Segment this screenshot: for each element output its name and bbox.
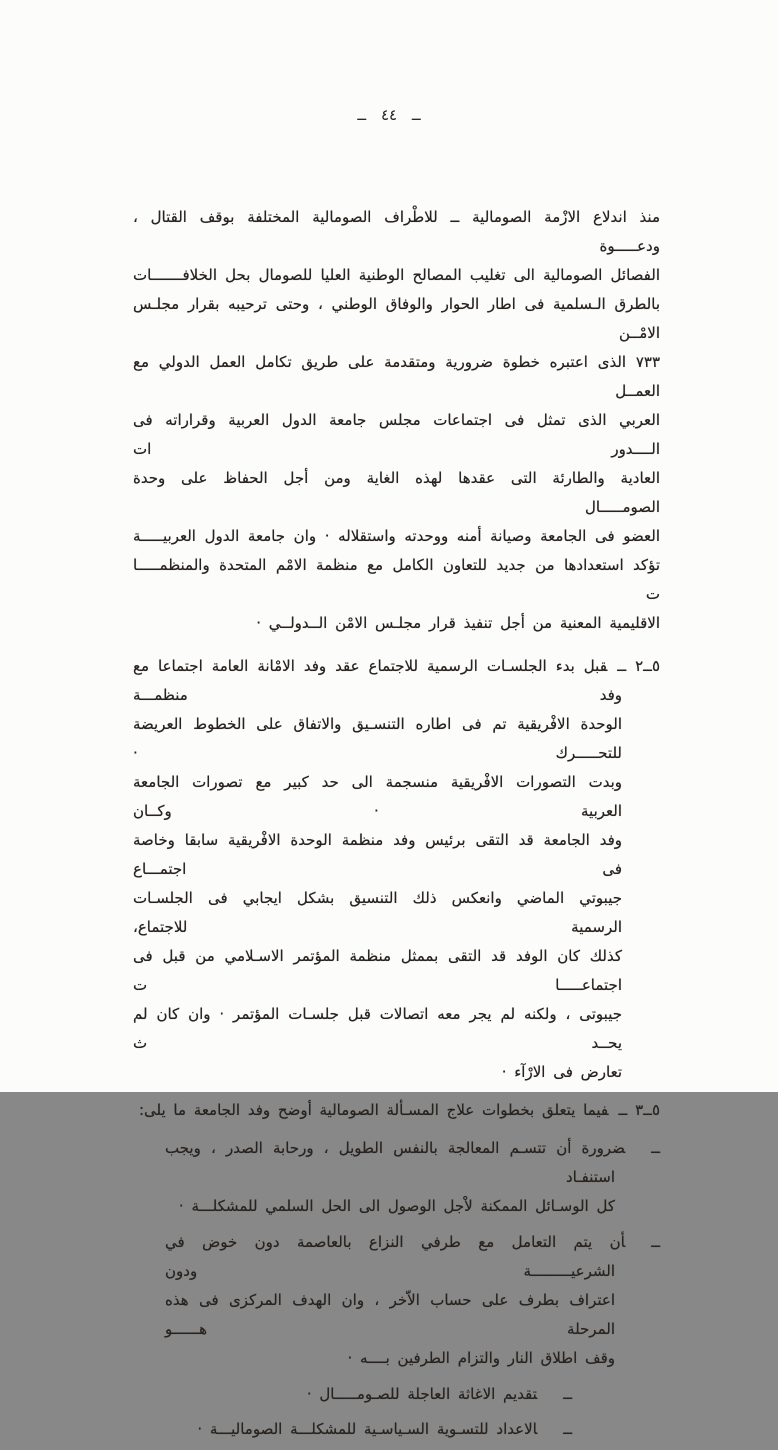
text-line-content: أن يتم التعامل مع طرفي النزاع بالعاصمة دون خوض في الشرعيـــــــــة ودون <box>165 1233 626 1280</box>
text-line: العضو فى الجامعة وصيانة أمنه ووحدته واستقلاله · وان جامعة الدول العربيـــــة <box>133 527 660 545</box>
text-line: وبدت التصورات الافْريقية منسجمة الى حد كبير مع تصورات الجامعة العربية · وكــان <box>133 773 622 820</box>
bullet-dash: ــ <box>563 1385 572 1403</box>
text-line: الاقليمية المعنية من أجل تنفيذ قرار مجلـس الامْن الــدولــي · <box>256 614 660 632</box>
text-line: كل الوسـائل الممكنة لاْجل الوصول الى الحل السلمي للمشكلـــة · <box>178 1197 615 1215</box>
text-line <box>133 652 660 710</box>
bullet-item <box>165 1134 660 1221</box>
text-line: الفصائل الصومالية الى تغليب المصالح الوطنية العليا للصومال بحل الخلافـــــــات <box>133 266 660 284</box>
paragraph-5-2 <box>133 652 660 1087</box>
text-line: منذ اندلاع الازْمة الصومالية ــ للاطْراف الصومالية المختلفة بوقف القتال ، ودعـــــوة <box>133 208 660 255</box>
paragraph-number: ٥ــ٢ ــ <box>617 657 660 675</box>
paragraph-number: ٥ــ٣ ــ <box>618 1101 660 1119</box>
text-line <box>165 1380 572 1409</box>
bullet-dash: ــ <box>563 1420 572 1438</box>
paragraph-continuation <box>133 203 660 638</box>
text-line: جيبوتي الماضي وانعكس ذلك التنسيق بشكل ايجابي فى الجلسـات الرسمية للاجتماع، <box>133 889 622 936</box>
text-line: وفد الجامعة قد التقى برئيس وفد منظمة الوحدة الافْريقية سابقا وخاصة فى اجتمـــاع <box>133 831 622 878</box>
page-number: ــ ٤٤ ــ <box>357 106 421 124</box>
bullet-item <box>165 1228 660 1373</box>
text-line <box>165 1228 660 1286</box>
text-line: بالطرق الـسلمية فى اطار الحوار والوفاق الوطني ، وحتى ترحيبه بقرار مجلـس الامْــن <box>133 295 660 342</box>
text-line-content: قبل بدء الجلسـات الرسمية للاجتماع عقد وفد الامْانة العامة اجتماعا مع وفد منظمـــة <box>133 657 622 704</box>
text-line-content: الاعداد للتسـوية السـياسـية للمشكلـــة الصوماليـــة · <box>197 1420 538 1438</box>
text-line: وقف اطلاق النار والتزام الطرفين بــــه · <box>347 1349 615 1367</box>
text-line: الوحدة الافْريقية تم فى اطاره التنسـيق والاتفاق على الخطوط العريضة للتحـــــرك · <box>133 715 622 762</box>
text-line: ٧٣٣ الذى اعتبره خطوة ضرورية ومتقدمة على طريق تكامل العمل الدولي مع العمــل <box>133 353 660 400</box>
text-line: تعارض فى الارْآء · <box>501 1063 622 1081</box>
text-line <box>133 1096 660 1125</box>
text-line-content: تقديم الاغاثة العاجلة للصـومـــــال · <box>306 1385 538 1403</box>
bullet-dash: ــ <box>651 1139 660 1157</box>
text-line <box>165 1134 660 1192</box>
text-line-content: فيما يتعلق بخطوات علاج المسـألة الصومالية أوضح وفد الجامعة ما يلى: <box>138 1101 609 1119</box>
text-line: العربي الذى تمثل فى اجتماعات مجلس جامعة الدول العربية وقراراته فى الــــدور ات <box>133 411 660 458</box>
bullet-dash: ــ <box>651 1233 660 1251</box>
text-line: تؤكد استعدادها من جديد للتعاون الكامل مع منظمة الامْم المتحدة والمنظمـــــا ت <box>133 556 660 603</box>
bullet-item <box>165 1415 572 1444</box>
text-line: العادية والطارئة التى عقدها لهذه الغاية ومن أجل الحفاظ على وحدة الصومـــــال <box>133 469 660 516</box>
text-line: اعتراف بطرف على حساب الاّخر ، وان الهدف المركزى فى هذه المرحلة هــــــو <box>165 1291 615 1338</box>
text-line-content: ضرورة أن تتسـم المعالجة بالنفس الطويل ، ورحابة الصدر ، ويجب استنفـاد <box>165 1139 626 1186</box>
text-line: جيبوتى ، ولكنه لم يجر معه اتصالات قبل جلسـات المؤتمر · وان كان لم يحــد ث <box>133 1005 622 1052</box>
document-body <box>133 203 660 1450</box>
bullet-item <box>165 1380 572 1409</box>
paragraph-5-3 <box>133 1096 660 1125</box>
bullet-list <box>165 1134 660 1444</box>
text-line: كذلك كان الوفد قد التقى بممثل منظمة المؤتمر الاسـلامي من قبل فى اجتماعـــــا ت <box>133 947 622 994</box>
text-line <box>165 1415 572 1444</box>
